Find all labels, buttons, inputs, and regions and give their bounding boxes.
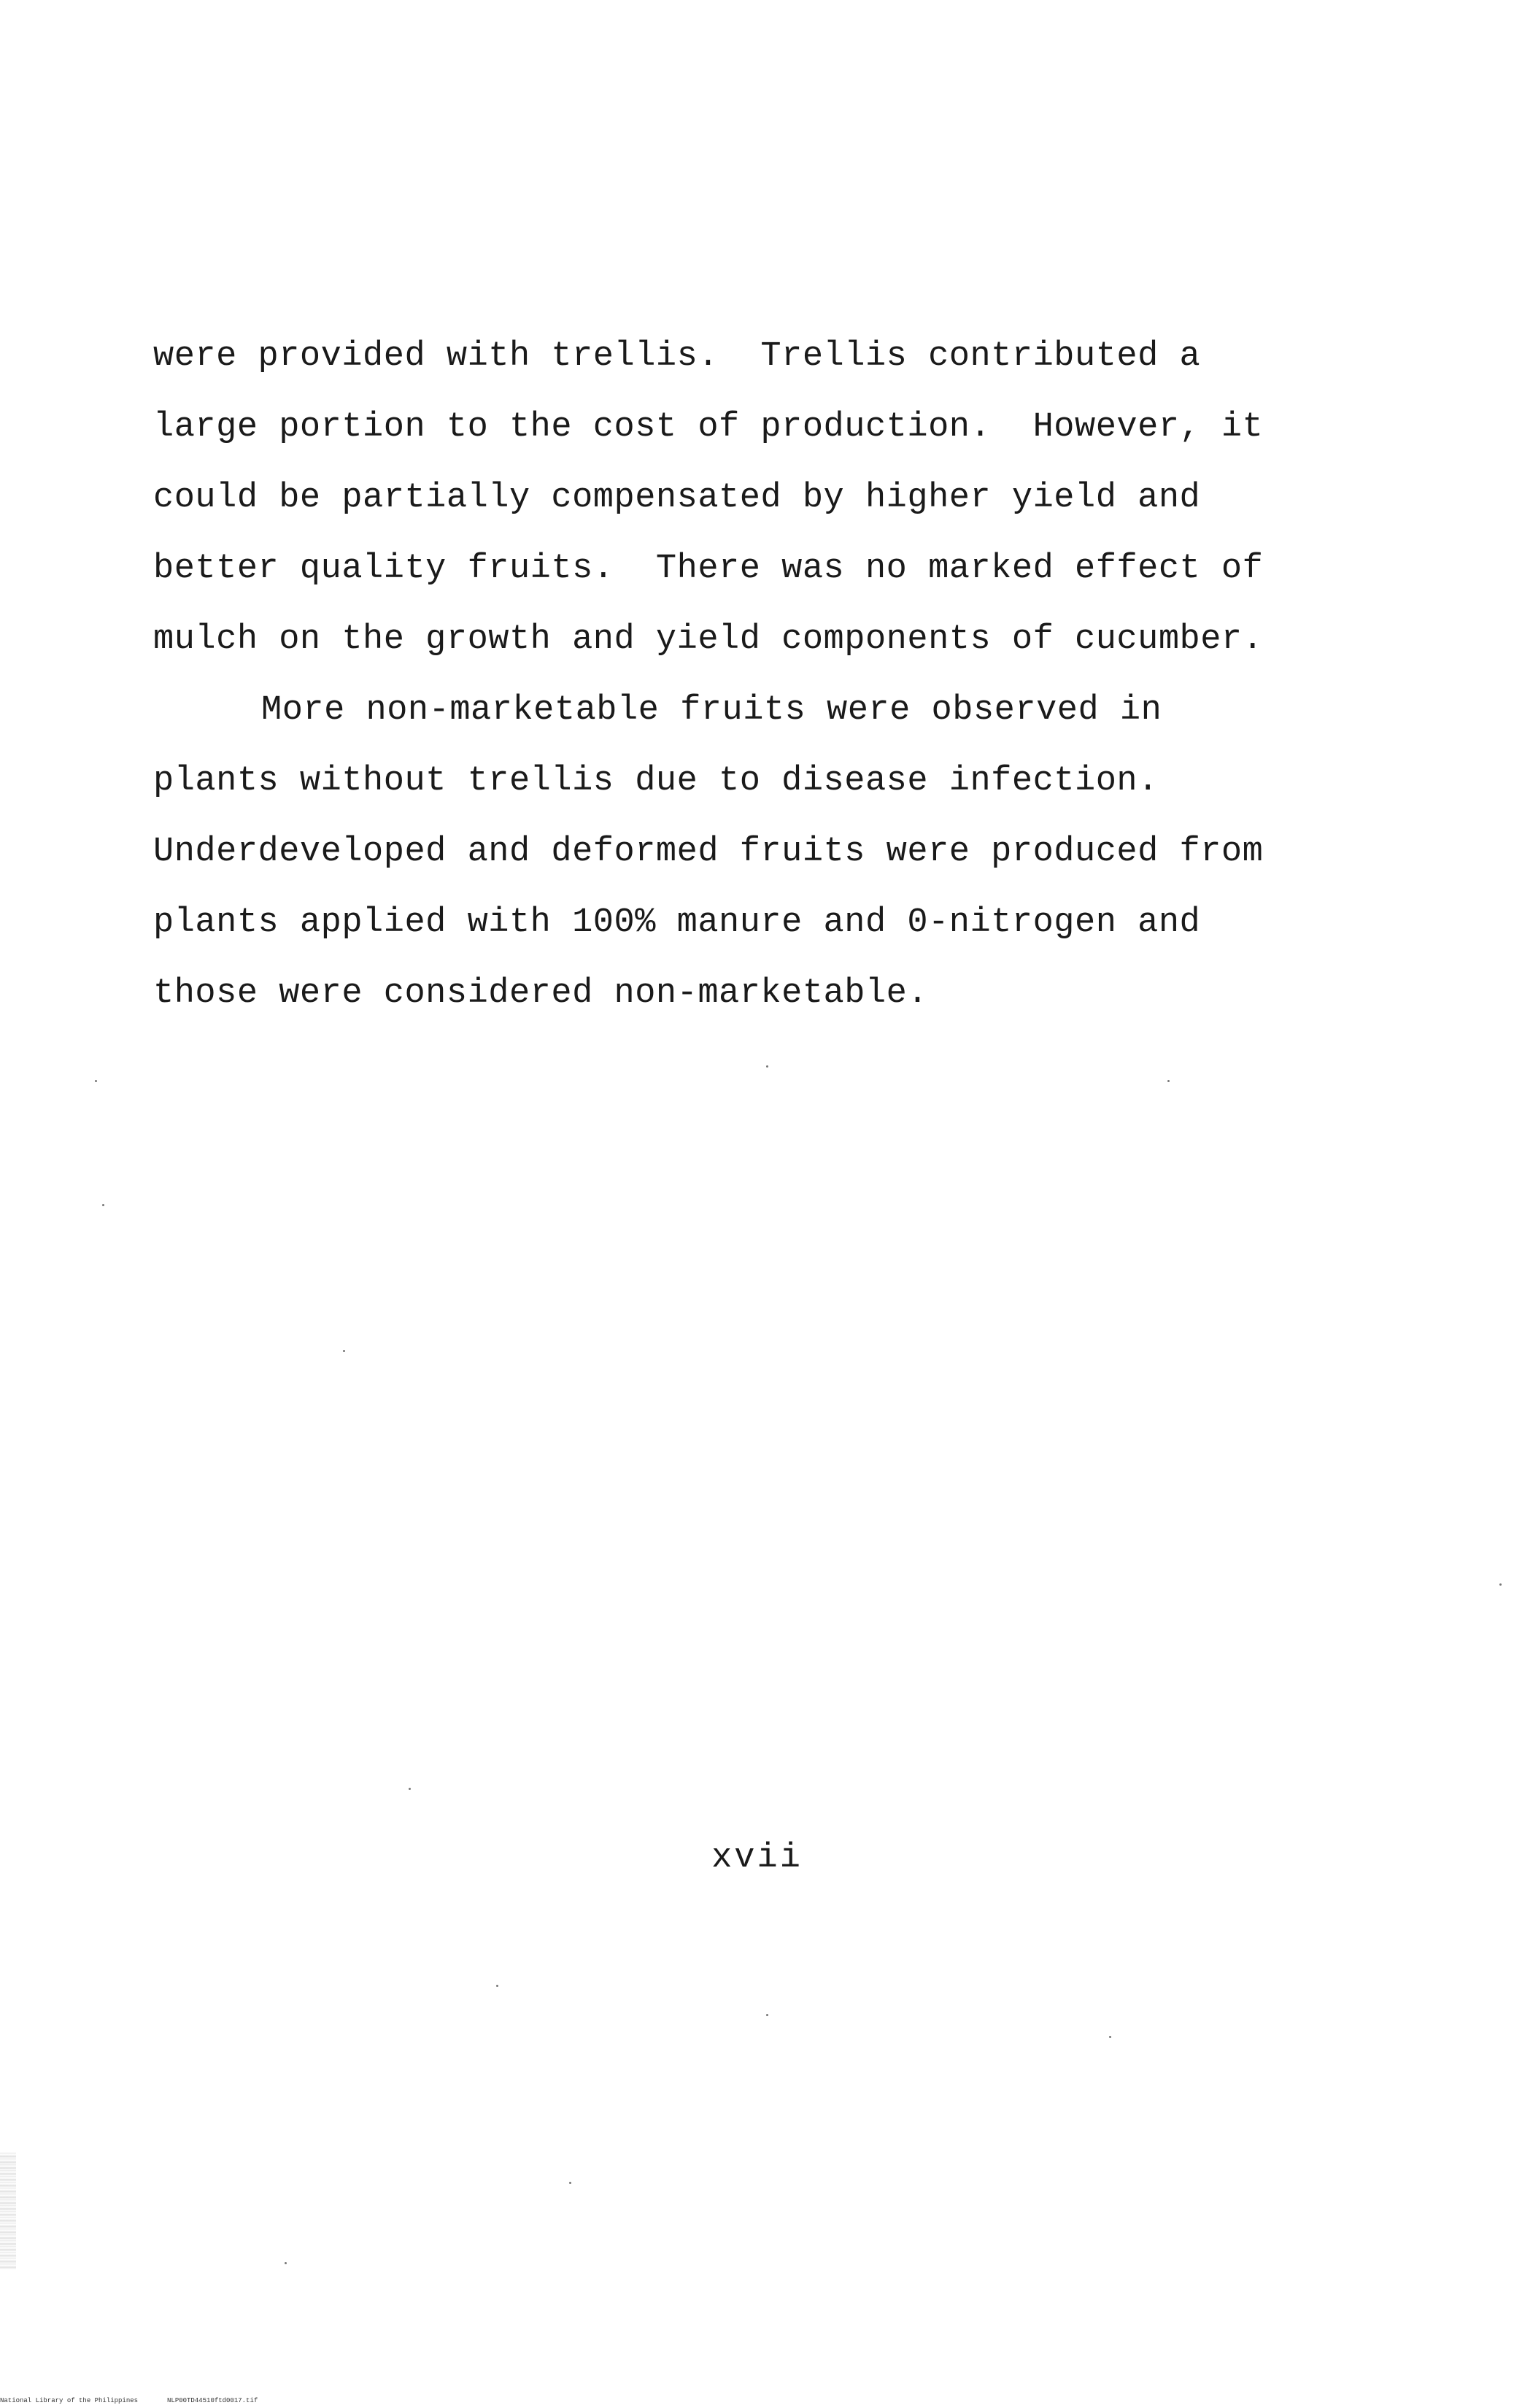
scan-speck	[285, 2262, 287, 2264]
text-line: those were considered non-marketable.	[153, 974, 929, 1013]
body-text	[153, 321, 1394, 1029]
text-line-paragraph-start: More non-marketable fruits were observed in	[261, 691, 1162, 730]
scan-speck	[1499, 1583, 1502, 1586]
scan-speck	[95, 1080, 97, 1082]
text-line: plants applied with 100% manure and 0-nitrogen and	[153, 903, 1201, 942]
footer-file-id: NLP00TD44510ftd0017.tif	[167, 2397, 258, 2404]
text-line: large portion to the cost of production. However, it	[153, 408, 1264, 447]
scan-speck	[1167, 1080, 1170, 1082]
page-number: xvii	[711, 1839, 803, 1878]
scan-footer	[0, 2397, 287, 2404]
text-line: were provided with trellis. Trellis contributed a	[153, 337, 1201, 376]
text-line: better quality fruits. There was no marked effect of	[153, 549, 1264, 588]
scan-speck	[569, 2182, 571, 2184]
scan-speck	[496, 1985, 498, 1987]
scan-speck	[343, 1350, 345, 1352]
scan-speck	[409, 1788, 411, 1790]
text-line: could be partially compensated by higher yield and	[153, 479, 1201, 517]
text-line: mulch on the growth and yield components of cucumber.	[153, 620, 1264, 659]
scan-speck	[766, 2014, 768, 2016]
text-line: plants without trellis due to disease infection.	[153, 762, 1159, 800]
scan-edge-artifact	[0, 2153, 16, 2269]
scan-speck	[1109, 2036, 1111, 2038]
footer-library: National Library of the Philippines	[0, 2397, 139, 2404]
scan-speck	[102, 1204, 104, 1206]
text-line: Underdeveloped and deformed fruits were produced from	[153, 833, 1264, 871]
scan-speck	[766, 1065, 768, 1068]
